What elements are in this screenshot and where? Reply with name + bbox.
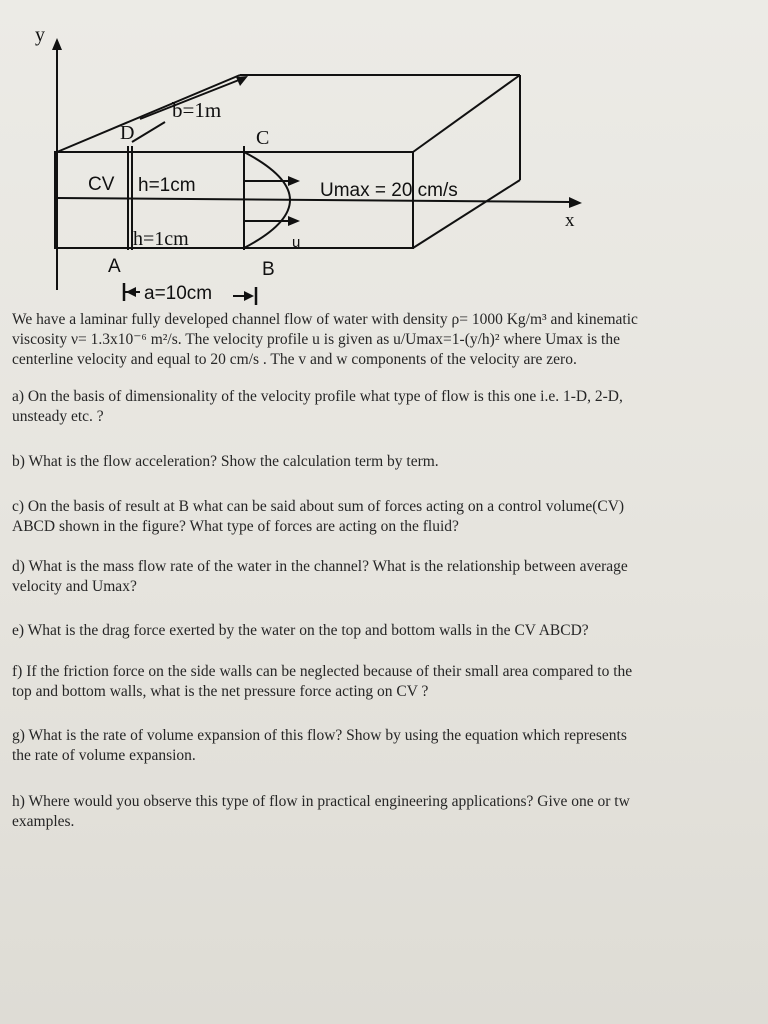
intro-line: viscosity ν= 1.3x10⁻⁶ m²/s. The velocity profile u is given as u/Umax=1-(y/h)² where Umax is the	[12, 331, 620, 348]
question-f	[12, 662, 764, 702]
intro-line: We have a laminar fully developed channel flow of water with density ρ= 1000 Kg/m³ and kinematic	[12, 311, 638, 328]
a-dim-left-arrowhead	[126, 287, 136, 297]
question-a-line: unsteady etc. ?	[12, 408, 104, 425]
question-d-line: velocity and Umax?	[12, 578, 137, 595]
h-top-label: h=1cm	[138, 175, 196, 196]
question-b-line: b) What is the flow acceleration? Show the calculation term by term.	[12, 453, 439, 470]
question-b	[12, 452, 764, 472]
question-d-line: d) What is the mass flow rate of the water in the channel? What is the relationship between average	[12, 558, 628, 575]
question-a-line: a) On the basis of dimensionality of the velocity profile what type of flow is this one i.e. 1-D, 2-D,	[12, 388, 623, 405]
h-bottom-label: h=1cm	[133, 228, 189, 250]
question-e-line: e) What is the drag force exerted by the water on the top and bottom walls in the CV ABCD?	[12, 622, 589, 639]
question-h	[12, 792, 764, 832]
question-c-line: ABCD shown in the figure? What type of forces are acting on the fluid?	[12, 518, 459, 535]
question-d	[12, 557, 764, 597]
velocity-arrowhead-top	[288, 176, 300, 186]
corner-A-label: A	[108, 256, 121, 277]
corner-C-label: C	[256, 127, 270, 149]
corner-D-label: D	[120, 122, 135, 144]
umax-label: Umax = 20 cm/s	[320, 180, 458, 201]
cv-label: CV	[88, 174, 115, 195]
question-e	[12, 621, 764, 641]
question-a	[12, 387, 764, 427]
length-a-label: a=10cm	[144, 283, 213, 304]
question-g-line: g) What is the rate of volume expansion of this flow? Show by using the equation which represents	[12, 727, 627, 744]
question-h-line: h) Where would you observe this type of flow in practical engineering applications? Give one or tw	[12, 793, 630, 810]
b-arrowhead	[236, 76, 248, 86]
question-c-line: c) On the basis of result at B what can be said about sum of forces acting on a control volume(CV)	[12, 498, 625, 515]
problem-intro	[12, 310, 764, 370]
a-dim-right-arrowhead	[244, 291, 254, 301]
question-f-line: top and bottom walls, what is the net pressure force acting on CV ?	[12, 683, 429, 700]
x-axis	[57, 198, 570, 202]
u-label: u	[292, 234, 301, 251]
x-axis-label: x	[565, 210, 575, 231]
question-c	[12, 497, 764, 537]
D-pointer	[132, 122, 165, 142]
question-g	[12, 726, 764, 766]
question-g-line: the rate of volume expansion.	[12, 747, 196, 764]
width-b-label: b=1m	[172, 98, 222, 122]
x-axis-arrowhead	[569, 197, 582, 208]
intro-line: centerline velocity and equal to 20 cm/s . The v and w components of the velocity are zero.	[12, 351, 577, 368]
top-right-edge	[413, 75, 520, 152]
corner-B-label: B	[262, 259, 275, 280]
question-f-line: f) If the friction force on the side walls can be neglected because of their small area compared to the	[12, 663, 633, 680]
y-axis-arrowhead	[52, 38, 62, 50]
velocity-arrowhead-bottom	[288, 216, 300, 226]
question-h-line: examples.	[12, 813, 75, 830]
y-axis-label: y	[35, 24, 45, 46]
